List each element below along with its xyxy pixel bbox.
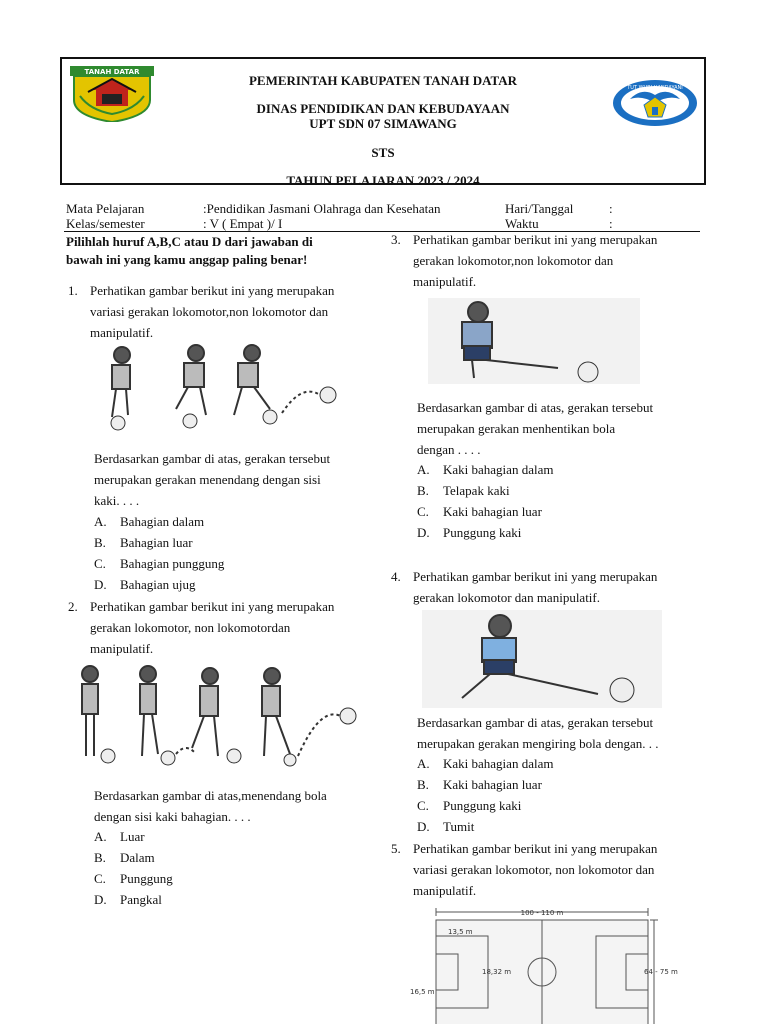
q1-option-d: D. Bahagian ujug: [94, 577, 196, 592]
q5-number: 5.: [391, 841, 401, 856]
instruction-line-2: bawah ini yang kamu anggap paling benar!: [66, 252, 308, 267]
field-box-length-label: 13,5 m: [448, 928, 473, 936]
q3-option-c: C. Kaki bahagian luar: [417, 504, 542, 519]
field-penalty-label: 16,5 m: [410, 988, 435, 996]
field-length-label: 100 - 110 m: [520, 909, 564, 917]
tut-wuri-handayani-logo: [612, 79, 698, 127]
q3-prompt-line-1: Perhatikan gambar berikut ini yang merupakan: [413, 232, 658, 247]
q5-prompt-line-3: manipulatif.: [413, 883, 477, 898]
q4-prompt-line-1: Perhatikan gambar berikut ini yang merupakan: [413, 569, 658, 584]
day-date-label: Hari/Tanggal: [505, 201, 574, 216]
header-line-government: PEMERINTAH KABUPATEN TANAH DATAR: [248, 73, 518, 88]
q2-option-b: B. Dalam: [94, 850, 155, 865]
q3-prompt-line-2: gerakan lokomotor,non lokomotor dan: [413, 253, 614, 268]
time-label: Waktu: [505, 216, 539, 231]
field-width-label: 64 - 75 m: [644, 968, 678, 976]
q4-option-d: D. Tumit: [417, 819, 475, 834]
q4-prompt-line-2: gerakan lokomotor dan manipulatif.: [413, 590, 601, 605]
q4-option-b: B. Kaki bahagian luar: [417, 777, 542, 792]
q5-prompt-line-1: Perhatikan gambar berikut ini yang merupakan: [413, 841, 658, 856]
q2-stem-line-1: Berdasarkan gambar di atas,menendang bola: [94, 788, 327, 803]
q3-option-b: B. Telapak kaki: [417, 483, 510, 498]
q4-option-c: C. Punggung kaki: [417, 798, 522, 813]
q2-prompt-line-1: Perhatikan gambar berikut ini yang merupakan: [90, 599, 335, 614]
q1-option-a: A. Bahagian dalam: [94, 514, 205, 529]
q3-stem-line-2: merupakan gerakan menhentikan bola: [417, 421, 616, 436]
q3-stem-line-1: Berdasarkan gambar di atas, gerakan tersebut: [417, 400, 654, 415]
tanah-datar-logo: [70, 66, 154, 122]
q1-stem-line-1: Berdasarkan gambar di atas, gerakan tersebut: [94, 451, 331, 466]
q1-option-c: C. Bahagian punggung: [94, 556, 225, 571]
q4-dribbling-image: [422, 610, 662, 708]
q3-option-d: D. Punggung kaki: [417, 525, 522, 540]
q1-prompt-line-1: Perhatikan gambar berikut ini yang merupakan: [90, 283, 335, 298]
q1-prompt-line-3: manipulatif.: [90, 325, 154, 340]
q3-option-a: A. Kaki bahagian dalam: [417, 462, 554, 477]
svg-text:TUT WURI HANDAYANI: TUT WURI HANDAYANI: [627, 85, 683, 91]
q2-kicking-sequence-image: [76, 662, 360, 770]
q1-prompt-line-2: variasi gerakan lokomotor,non lokomotor dan: [90, 304, 329, 319]
q5-football-field-diagram: [410, 906, 686, 1024]
q2-stem-line-2: dengan sisi kaki bahagian. . . .: [94, 809, 251, 824]
q2-option-c: C. Punggung: [94, 871, 173, 886]
header-line-exam: STS: [371, 145, 395, 160]
q3-prompt-line-3: manipulatif.: [413, 274, 477, 289]
svg-text:TANAH DATAR: TANAH DATAR: [84, 68, 140, 76]
q1-stem-line-2: merupakan gerakan menendang dengan sisi: [94, 472, 321, 487]
q1-number: 1.: [68, 283, 78, 298]
q1-kicking-sequence-image: [92, 343, 342, 433]
q4-stem-line-2: merupakan gerakan mengiring bola dengan. . .: [417, 736, 659, 751]
q2-number: 2.: [68, 599, 78, 614]
q2-option-a: A. Luar: [94, 829, 145, 844]
subject-label: Mata Pelajaran: [66, 201, 145, 216]
q4-number: 4.: [391, 569, 401, 584]
field-box-width-label: 18,32 m: [482, 968, 512, 976]
q2-prompt-line-3: manipulatif.: [90, 641, 154, 656]
header-line-school: UPT SDN 07 SIMAWANG: [309, 116, 457, 131]
class-label: Kelas/semester: [66, 216, 145, 231]
q1-stem-line-3: kaki. . . .: [94, 493, 140, 508]
q3-stopping-ball-image: [428, 298, 640, 384]
q4-stem-line-1: Berdasarkan gambar di atas, gerakan tersebut: [417, 715, 654, 730]
header-line-department: DINAS PENDIDIKAN DAN KEBUDAYAAN: [256, 101, 510, 116]
day-date-colon: :: [609, 201, 613, 216]
class-value: : V ( Empat )/ I: [203, 216, 283, 231]
header-line-year: TAHUN PELAJARAN 2023 / 2024: [286, 173, 480, 188]
subject-value: :Pendidikan Jasmani Olahraga dan Kesehatan: [203, 201, 441, 216]
time-colon: :: [609, 216, 613, 231]
instruction-line-1: Pilihlah huruf A,B,C atau D dari jawaban di: [66, 234, 313, 249]
q5-prompt-line-2: variasi gerakan lokomotor, non lokomotor dan: [413, 862, 655, 877]
q2-prompt-line-2: gerakan lokomotor, non lokomotordan: [90, 620, 291, 635]
header-box: [60, 57, 706, 188]
q2-option-d: D. Pangkal: [94, 892, 162, 907]
q1-option-b: B. Bahagian luar: [94, 535, 193, 550]
q3-stem-line-3: dengan . . . .: [417, 442, 481, 457]
q4-option-a: A. Kaki bahagian dalam: [417, 756, 554, 771]
q3-number: 3.: [391, 232, 401, 247]
